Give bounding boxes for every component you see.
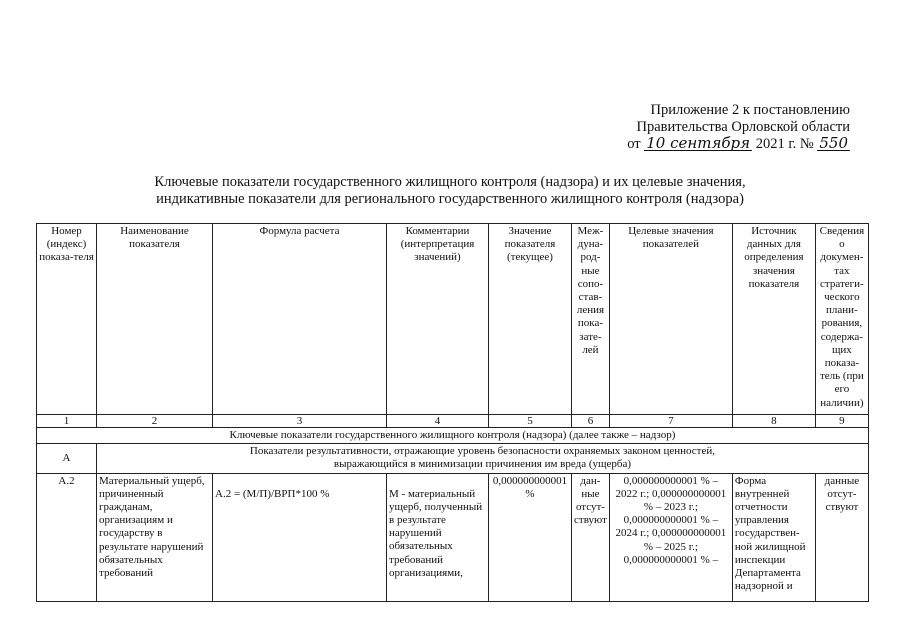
document-title-line-1: Ключевые показатели государственного жилищного контроля (надзора) и их целевые значения, [154, 174, 746, 190]
row-documents: данные отсут-ствуют [815, 473, 868, 601]
group-a-title [97, 444, 869, 473]
appendix-line-3 [627, 136, 850, 153]
header-international: Меж-дуна-род-ные сопо-став-ления пока-зате-лей [572, 224, 610, 415]
column-number: 7 [609, 415, 732, 428]
handwritten-date: 10 сентября [646, 134, 751, 152]
row-comment: М - материальный ущерб, полученный в результате нарушений обязательных требований организациями, [387, 473, 489, 601]
group-a-title-line-2: выражающийся в минимизации причинения им вреда (ущерба) [333, 458, 631, 471]
column-number: 2 [97, 415, 213, 428]
row-name: Материальный ущерб, причиненный гражданам, организациям и государству в результате нарушений обязательных требований [97, 473, 213, 601]
column-number: 8 [732, 415, 815, 428]
header-current-value: Значение показателя (текущее) [489, 224, 572, 415]
appendix-line-1: Приложение 2 к постановлению [650, 102, 850, 118]
header-targets: Целевые значения показателей [609, 224, 732, 415]
table-row [37, 473, 869, 601]
column-number: 3 [213, 415, 387, 428]
row-current-value: 0,000000000001 % [489, 473, 572, 601]
column-number: 6 [572, 415, 610, 428]
group-a-index: А [37, 444, 97, 473]
column-number: 1 [37, 415, 97, 428]
column-number: 4 [387, 415, 489, 428]
header-name: Наименование показателя [97, 224, 213, 415]
document-title-line-2: индикативные показатели для регионального государственного жилищного контроля (надзора) [156, 191, 744, 207]
row-source: Форма внутренней отчетности управления государствен-ной жилищной инспекции Департамента надзорной и [732, 473, 815, 601]
group-a-row [37, 444, 869, 473]
section-key-indicators-row [37, 428, 869, 444]
appendix-block [627, 102, 850, 153]
row-formula: А.2 = (М/П)/ВРП*100 % [213, 473, 387, 601]
row-index: А.2 [37, 473, 97, 601]
column-numbers-row [37, 415, 869, 428]
section-key-indicators: Ключевые показатели государственного жилищного контроля (надзора) (далее также – надзор) [37, 428, 869, 444]
row-targets: 0,000000000001 % – 2022 г.; 0,000000000001 % – 2023 г.; 0,000000000001 % – 2024 г.; 0,000000000001 % – 2025 г.; 0,000000000001 % – [609, 473, 732, 601]
header-index: Номер (индекс) показа-теля [37, 224, 97, 415]
header-documents: Сведения о докумен-тах стратеги-ческого плани-рования, содержа-щих показа-тель (при его наличии) [815, 224, 868, 415]
column-number: 5 [489, 415, 572, 428]
appendix-year-label: 2021 г. № [755, 136, 814, 152]
appendix-from-label: от [627, 136, 641, 152]
document-title [0, 174, 900, 208]
column-number: 9 [815, 415, 868, 428]
header-comment: Комментарии (интерпретация значений) [387, 224, 489, 415]
row-international: дан-ные отсут-ствуют [572, 473, 610, 601]
group-a-title-line-1: Показатели результативности, отражающие уровень безопасности охраняемых законом ценностей, [249, 445, 715, 458]
indicators-table [36, 223, 869, 602]
header-row [37, 224, 869, 415]
appendix-line-2: Правительства Орловской области [636, 119, 850, 135]
header-formula: Формула расчета [213, 224, 387, 415]
header-source: Источник данных для определения значения показателя [732, 224, 815, 415]
handwritten-number: 550 [819, 134, 848, 152]
